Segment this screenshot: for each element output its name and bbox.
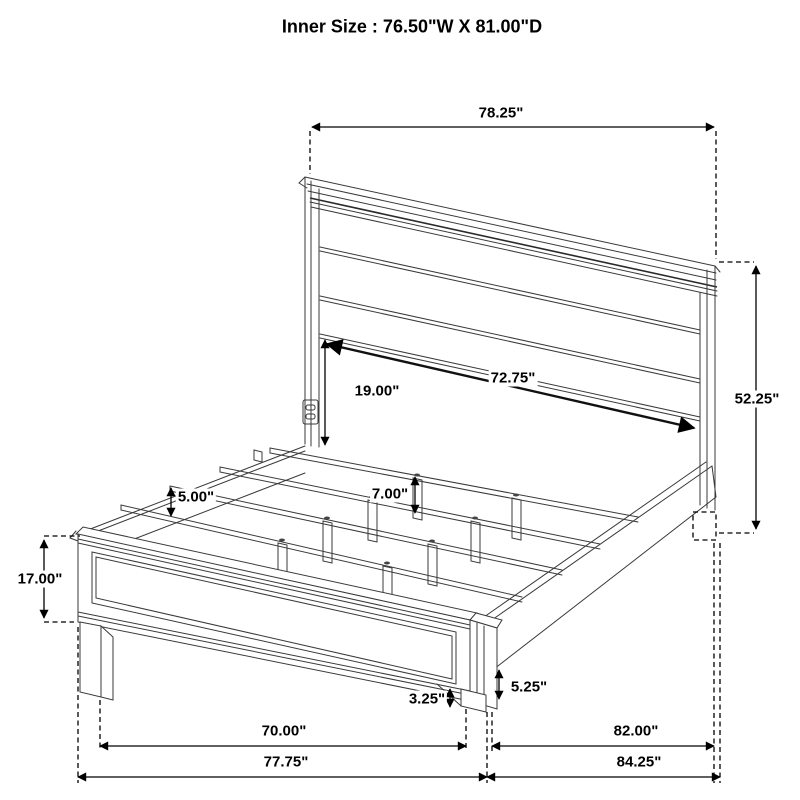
dim-label-side-outer-depth: 84.25" bbox=[616, 753, 662, 771]
dim-label-footboard-floor-clearance: 3.25" bbox=[408, 690, 446, 708]
diagram-title: Inner Size : 76.50"W X 81.00"D bbox=[281, 16, 543, 37]
dim-label-footboard-outer-width: 77.75" bbox=[263, 753, 309, 771]
headboard bbox=[299, 177, 720, 510]
dim-label-headboard-leg-height: 19.00" bbox=[354, 382, 400, 400]
dim-label-headboard-total-height: 52.25" bbox=[734, 390, 780, 408]
dim-label-headboard-width: 78.25" bbox=[478, 104, 524, 122]
dim-label-slat-support-height: 7.00" bbox=[371, 485, 409, 503]
dim-label-footboard-inner-width: 70.00" bbox=[261, 722, 307, 740]
rail-bracket bbox=[254, 400, 318, 462]
dim-label-footboard-height: 17.00" bbox=[17, 570, 63, 588]
dim-label-side-inner-depth: 82.00" bbox=[613, 722, 659, 740]
dim-label-side-rail-height: 5.00" bbox=[177, 488, 215, 506]
dim-label-headboard-inner-width: 72.75" bbox=[490, 369, 536, 387]
dim-label-rail-floor-clearance: 5.25" bbox=[510, 678, 548, 696]
